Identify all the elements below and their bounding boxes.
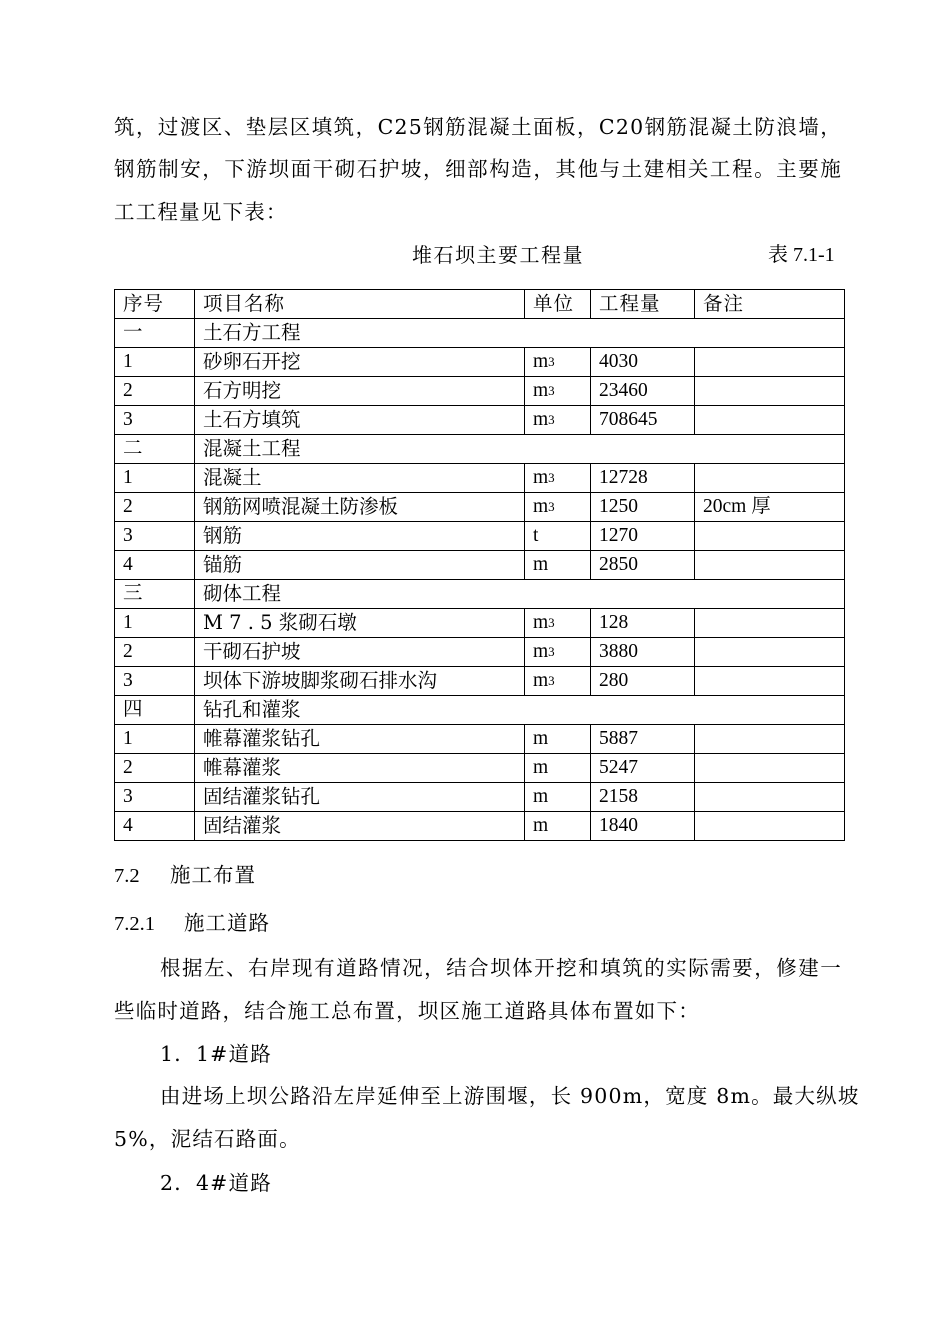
cell-name: 砌体工程 xyxy=(195,580,845,609)
cell-qty: 2850 xyxy=(591,551,695,580)
cell-qty: 2158 xyxy=(591,783,695,812)
table-row xyxy=(115,725,845,754)
unit-text: m xyxy=(533,786,549,807)
cell-note xyxy=(695,812,845,841)
cell-qty: 1270 xyxy=(591,522,695,551)
cell-note xyxy=(695,464,845,493)
cell-seq: 3 xyxy=(115,667,195,696)
table-section-row xyxy=(115,319,845,348)
cell-seq: 2 xyxy=(115,493,195,522)
unit-text: m xyxy=(533,351,549,372)
cell-unit xyxy=(525,754,591,783)
unit-text: m xyxy=(533,409,549,430)
cell-name: 石方明挖 xyxy=(195,377,525,406)
unit-superscript: 3 xyxy=(548,412,555,427)
cell-unit xyxy=(525,464,591,493)
cell-seq: 3 xyxy=(115,406,195,435)
unit-superscript: 3 xyxy=(548,383,555,398)
cell-qty: 4030 xyxy=(591,348,695,377)
cell-unit xyxy=(525,551,591,580)
cell-seq: 一 xyxy=(115,319,195,348)
unit-text: t xyxy=(533,525,539,546)
cell-seq: 1 xyxy=(115,464,195,493)
cell-seq: 4 xyxy=(115,551,195,580)
cell-unit xyxy=(525,493,591,522)
cell-name: 土石方工程 xyxy=(195,319,845,348)
section-7-2-number: 7.2 xyxy=(114,865,140,887)
cell-note xyxy=(695,725,845,754)
cell-note xyxy=(695,783,845,812)
cell-seq: 三 xyxy=(115,580,195,609)
intro-line-2: 钢筋制安，下游坝面干砌石护坡，细部构造，其他与土建相关工程。主要施 xyxy=(114,157,842,181)
unit-text: m xyxy=(533,612,549,633)
header-note: 备注 xyxy=(695,290,845,319)
table-row xyxy=(115,377,845,406)
cell-unit xyxy=(525,348,591,377)
cell-name: 锚筋 xyxy=(195,551,525,580)
cell-seq: 四 xyxy=(115,696,195,725)
unit-superscript: 3 xyxy=(548,354,555,369)
unit-text: m xyxy=(533,757,549,778)
cell-unit xyxy=(525,638,591,667)
cell-seq: 2 xyxy=(115,754,195,783)
intro-line-3: 工工程量见下表： xyxy=(114,200,288,224)
cell-unit xyxy=(525,783,591,812)
header-name: 项目名称 xyxy=(195,290,525,319)
cell-seq: 3 xyxy=(115,522,195,551)
road-1-line-1: 由进场上坝公路沿左岸延伸至上游围堰，长 900m，宽度 8m。最大纵坡 xyxy=(160,1084,860,1108)
table-row xyxy=(115,812,845,841)
cell-qty: 12728 xyxy=(591,464,695,493)
unit-text: m xyxy=(533,815,549,836)
table-row xyxy=(115,754,845,783)
cell-name: 帷幕灌浆 xyxy=(195,754,525,783)
cell-name: M 7 . 5 浆砌石墩 xyxy=(195,609,525,638)
cell-qty: 708645 xyxy=(591,406,695,435)
cell-note xyxy=(695,667,845,696)
cell-seq: 二 xyxy=(115,435,195,464)
cell-note xyxy=(695,551,845,580)
cell-name: 钢筋网喷混凝土防渗板 xyxy=(195,493,525,522)
cell-name: 混凝土工程 xyxy=(195,435,845,464)
table-number: 表 7.1-1 xyxy=(768,244,835,266)
cell-note xyxy=(695,638,845,667)
cell-note: 20cm 厚 xyxy=(695,493,845,522)
cell-name: 干砌石护坡 xyxy=(195,638,525,667)
unit-superscript: 3 xyxy=(548,644,555,659)
cell-unit xyxy=(525,377,591,406)
road-intro-line-2: 些临时道路，结合施工总布置，坝区施工道路具体布置如下： xyxy=(114,999,700,1023)
table-header-row xyxy=(115,290,845,319)
cell-seq: 3 xyxy=(115,783,195,812)
table-row xyxy=(115,783,845,812)
unit-text: m xyxy=(533,467,549,488)
table-row xyxy=(115,406,845,435)
cell-qty: 5247 xyxy=(591,754,695,783)
cell-qty: 5887 xyxy=(591,725,695,754)
unit-superscript: 3 xyxy=(548,615,555,630)
cell-note xyxy=(695,522,845,551)
table-section-row xyxy=(115,580,845,609)
cell-note xyxy=(695,377,845,406)
cell-note xyxy=(695,754,845,783)
table-row xyxy=(115,493,845,522)
table-section-row xyxy=(115,435,845,464)
cell-seq: 1 xyxy=(115,348,195,377)
table-section-row xyxy=(115,696,845,725)
cell-qty: 128 xyxy=(591,609,695,638)
cell-seq: 2 xyxy=(115,377,195,406)
cell-qty: 280 xyxy=(591,667,695,696)
cell-note xyxy=(695,406,845,435)
table-row xyxy=(115,609,845,638)
table-row xyxy=(115,522,845,551)
cell-name: 钢筋 xyxy=(195,522,525,551)
header-qty: 工程量 xyxy=(591,290,695,319)
cell-unit xyxy=(525,725,591,754)
unit-superscript: 3 xyxy=(548,499,555,514)
intro-line-1: 筑，过渡区、垫层区填筑，C25钢筋混凝土面板，C20钢筋混凝土防浪墙， xyxy=(114,115,842,139)
section-7-2-1-title: 施工道路 xyxy=(184,911,270,935)
section-7-2-1-heading xyxy=(114,906,270,941)
section-7-2-1-number: 7.2.1 xyxy=(114,913,155,935)
cell-unit xyxy=(525,406,591,435)
unit-text: m xyxy=(533,554,549,575)
cell-name: 混凝土 xyxy=(195,464,525,493)
unit-text: m xyxy=(533,496,549,517)
cell-name: 固结灌浆钻孔 xyxy=(195,783,525,812)
cell-name: 砂卵石开挖 xyxy=(195,348,525,377)
cell-seq: 1 xyxy=(115,609,195,638)
cell-unit xyxy=(525,522,591,551)
cell-unit xyxy=(525,812,591,841)
cell-note xyxy=(695,348,845,377)
cell-name: 钻孔和灌浆 xyxy=(195,696,845,725)
cell-unit xyxy=(525,667,591,696)
cell-name: 坝体下游坡脚浆砌石排水沟 xyxy=(195,667,525,696)
table-row xyxy=(115,638,845,667)
quantities-table xyxy=(114,289,845,841)
cell-name: 帷幕灌浆钻孔 xyxy=(195,725,525,754)
cell-qty: 1840 xyxy=(591,812,695,841)
cell-seq: 2 xyxy=(115,638,195,667)
cell-qty: 3880 xyxy=(591,638,695,667)
road-1-label: 1．1#道路 xyxy=(160,1042,272,1066)
section-7-2-title: 施工布置 xyxy=(170,863,256,887)
cell-qty: 1250 xyxy=(591,493,695,522)
table-title: 堆石坝主要工程量 xyxy=(412,243,584,267)
unit-text: m xyxy=(533,641,549,662)
cell-unit xyxy=(525,609,591,638)
header-unit: 单位 xyxy=(525,290,591,319)
cell-name: 固结灌浆 xyxy=(195,812,525,841)
road-intro-line-1: 根据左、右岸现有道路情况，结合坝体开挖和填筑的实际需要，修建一 xyxy=(160,956,842,980)
cell-name: 土石方填筑 xyxy=(195,406,525,435)
header-seq: 序号 xyxy=(115,290,195,319)
cell-qty: 23460 xyxy=(591,377,695,406)
unit-superscript: 3 xyxy=(548,673,555,688)
unit-superscript: 3 xyxy=(548,470,555,485)
unit-text: m xyxy=(533,728,549,749)
section-7-2-heading xyxy=(114,858,256,893)
road-2-label: 2．4#道路 xyxy=(160,1171,272,1195)
cell-note xyxy=(695,609,845,638)
table-row xyxy=(115,551,845,580)
table-row xyxy=(115,348,845,377)
cell-seq: 4 xyxy=(115,812,195,841)
table-row xyxy=(115,667,845,696)
unit-text: m xyxy=(533,670,549,691)
cell-seq: 1 xyxy=(115,725,195,754)
table-row xyxy=(115,464,845,493)
road-1-line-2: 5%，泥结石路面。 xyxy=(114,1127,301,1151)
unit-text: m xyxy=(533,380,549,401)
